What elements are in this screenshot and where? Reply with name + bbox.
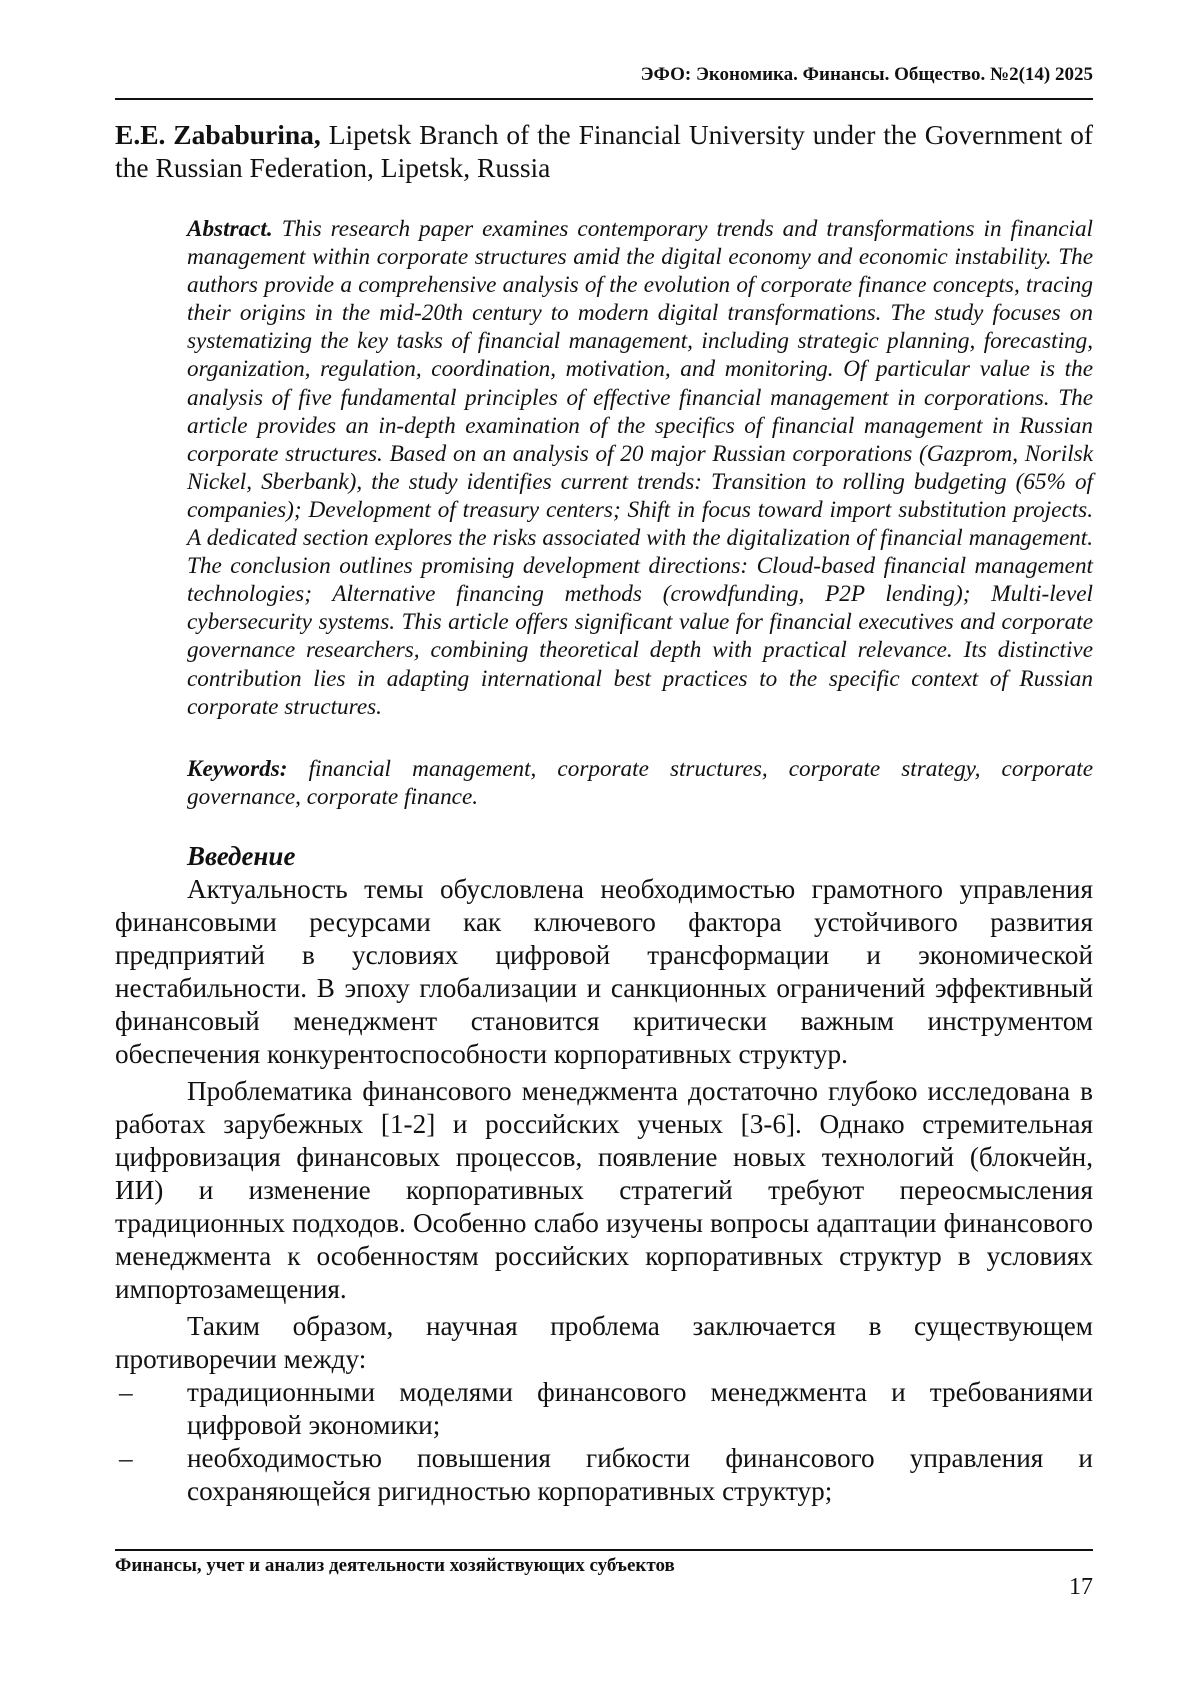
list-item [115, 1376, 1093, 1442]
header-rule [115, 98, 1093, 100]
list-item [115, 1442, 1093, 1508]
body-text [115, 840, 1093, 1508]
paragraph: Проблематика финансового менеджмента достаточно глубоко исследована в работах зарубежных [1-2] и российских ученых [3-6]. Однако стремительная цифровизация финансовых процессов, появление новых технологий (блокчейн, ИИ) и изменение корпоративных стратегий требуют переосмысления традиционных подходов. Особенно слабо изучены вопросы адаптации финансового менеджмента к особенностям российских корпоративных структур в условиях импортозамещения. [115, 1075, 1093, 1306]
paragraph: Актуальность темы обусловлена необходимостью грамотного управления финансовыми ресурсами как ключевого фактора устойчивого развития предприятий в условиях цифровой трансформации и экономической нестабильности. В эпоху глобализации и санкционных ограничений эффективный финансовый менеджмент становится критически важным инструментом обеспечения конкурентоспособности корпоративных структур. [115, 873, 1093, 1071]
list-item-text: традиционными моделями финансового менеджмента и требованиями цифровой экономики; [187, 1377, 1093, 1440]
abstract-text: This research paper examines contemporary trends and transformations in financial management within corporate structures amid the digital economy and economic instability. The authors provide a comprehensive analysis of the evolution of corporate finance concepts, tracing their origins in the mid-20th century to modern digital transformations. The study focuses on systematizing the key tasks of financial management, including strategic planning, forecasting, organization, regulation, coordination, motivation, and monitoring. Of particular value is the analysis of five fundamental principles of effective financial management in corporations. The article provides an in-depth examination of the specifics of financial management in Russian corporate structures. Based on an analysis of 20 major Russian corporations (Gazprom, Norilsk Nickel, Sberbank), the study identifies current trends: Transition to rolling budgeting (65% of companies); Development of treasury centers; Shift in focus toward import substitution projects. A dedicated section explores the risks associated with the digitalization of financial management. The conclusion outlines promising development directions: Cloud-based financial management technologies; Alternative financing methods (crowdfunding, P2P lending); Multi-level cybersecurity systems. This article offers significant value for financial executives and corporate governance researchers, combining theoretical depth with practical relevance. Its distinctive contribution lies in adapting international best practices to the specific context of Russian corporate structures. [187, 216, 1093, 720]
keywords [187, 755, 1093, 811]
abstract-label: Abstract. [187, 216, 273, 242]
contradiction-list [115, 1376, 1093, 1508]
author-block [115, 118, 1093, 184]
author-affiliation: Lipetsk Branch of the Financial University under the Government of the Russian Federation, Lipetsk, Russia [115, 119, 1093, 183]
footer-section: Финансы, учет и анализ деятельности хозяйствующих субъектов [115, 1555, 675, 1577]
keywords-label: Keywords: [187, 756, 287, 782]
running-header: ЭФО: Экономика. Финансы. Общество. №2(14) 2025 [115, 64, 1093, 86]
list-marker: – [119, 1442, 133, 1475]
footer-rule [115, 1549, 1093, 1551]
keywords-text: financial management, corporate structures, corporate strategy, corporate governance, corporate finance. [187, 756, 1093, 810]
paragraph: Таким образом, научная проблема заключается в существующем противоречии между: [115, 1310, 1093, 1376]
abstract [187, 215, 1093, 721]
section-heading: Введение [187, 840, 1093, 873]
page-number: 17 [1069, 1574, 1093, 1601]
list-item-text: необходимостью повышения гибкости финансового управления и сохраняющейся ригидностью корпоративных структур; [187, 1443, 1093, 1506]
list-marker: – [119, 1376, 133, 1409]
author-name: E.E. Zababurina, [115, 119, 321, 150]
